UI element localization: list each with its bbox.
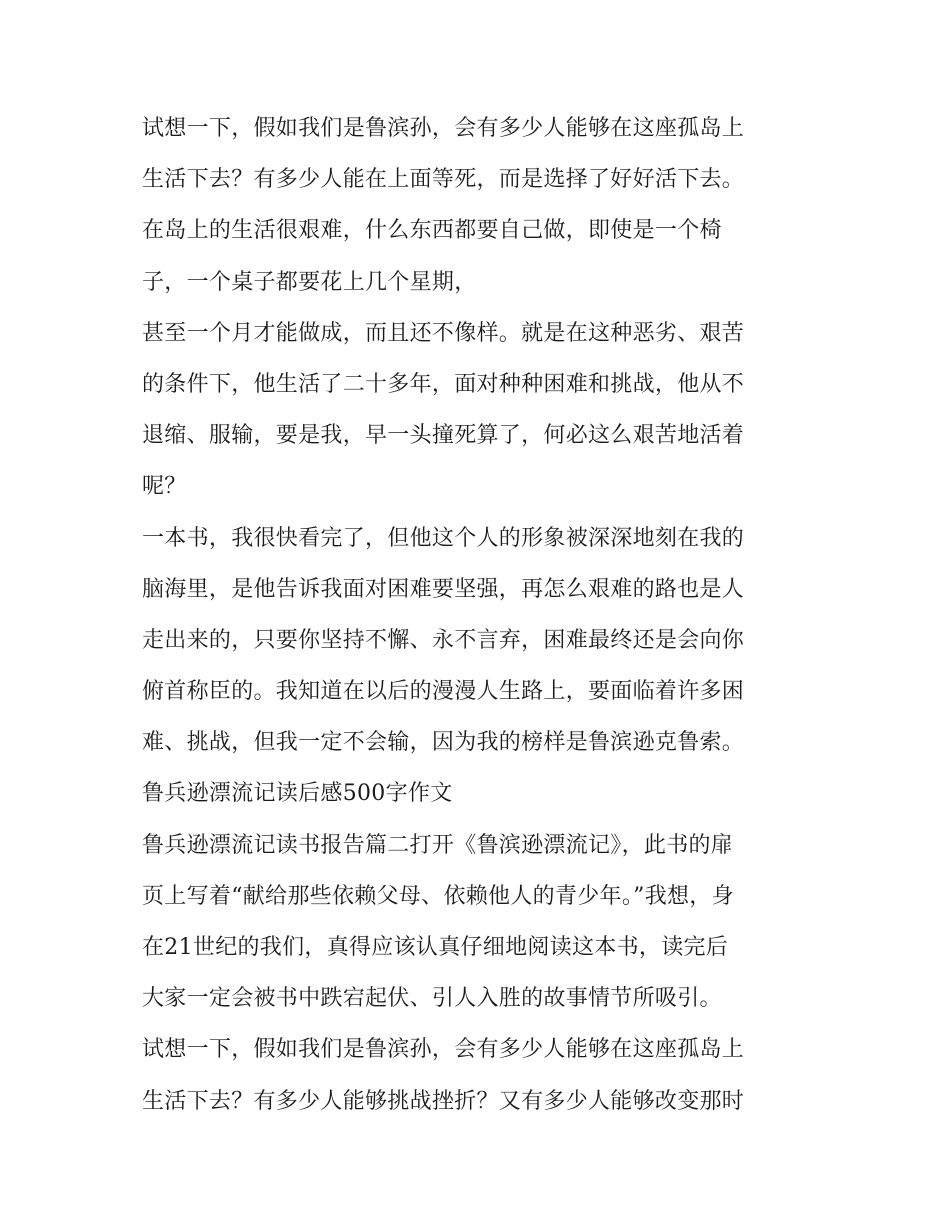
text-line: 走出来的，只要你坚持不懈、永不言弃，困难最终还是会向你 xyxy=(142,627,745,653)
text-line: 鲁兵逊漂流记读书报告篇二打开《鲁滨逊漂流记》，此书的扉 xyxy=(142,832,734,858)
text-line: 生活下去？有多少人能在上面等死，而是选择了好好活下去。 xyxy=(142,167,745,193)
text-line: 难、挑战，但我一定不会输，因为我的榜样是鲁滨逊克鲁索。 xyxy=(142,730,745,756)
text-line: 呢？ xyxy=(142,474,187,500)
text-line: 甚至一个月才能做成，而且还不像样。就是在这种恶劣、艰苦 xyxy=(142,320,745,346)
text-line: 俯首称臣的。我知道在以后的漫漫人生路上，要面临着许多困 xyxy=(142,679,745,705)
text-line: 在21世纪的我们，真得应该认真仔细地阅读这本书，读完后 xyxy=(142,935,729,960)
text-line: 的条件下，他生活了二十多年，面对种种困难和挑战，他从不 xyxy=(142,371,745,397)
text-line: 脑海里，是他告诉我面对困难要坚强，再怎么艰难的路也是人 xyxy=(142,576,745,602)
text-line: 生活下去？有多少人能够挑战挫折？又有多少人能够改变那时 xyxy=(142,1088,745,1114)
text-line: 退缩、服输，要是我，早一头撞死算了，何必这么艰苦地活着 xyxy=(142,423,745,449)
text-line: 大家一定会被书中跌宕起伏、引人入胜的故事情节所吸引。 xyxy=(142,986,722,1012)
text-line: 试想一下，假如我们是鲁滨孙，会有多少人能够在这座孤岛上 xyxy=(142,1037,745,1063)
body-text xyxy=(142,103,822,1127)
text-line: 在岛上的生活很艰难，什么东西都要自己做，即使是一个椅 xyxy=(142,218,722,244)
text-line: 一本书，我很快看完了，但他这个人的形象被深深地刻在我的 xyxy=(142,525,745,551)
text-line: 子，一个桌子都要花上几个星期， xyxy=(142,269,477,295)
section-heading: 鲁兵逊漂流记读后感500字作文 xyxy=(142,781,453,807)
text-line: 试想一下，假如我们是鲁滨孙，会有多少人能够在这座孤岛上 xyxy=(142,116,745,141)
text-line: 页上写着“献给那些依赖父母、依赖他人的青少年。”我想，身 xyxy=(142,883,734,909)
